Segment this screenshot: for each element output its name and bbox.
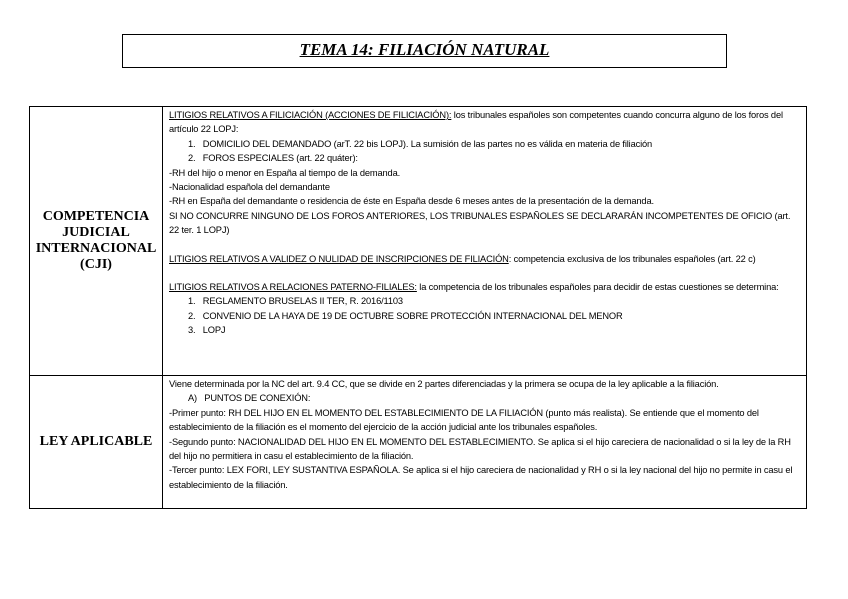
list-item: 2. FOROS ESPECIALES (art. 22 quáter): [188,153,358,164]
spacer [169,238,802,252]
list-item: 2. CONVENIO DE LA HAYA DE 19 DE OCTUBRE SOBRE PROTECCIÓN INTERNACIONAL DEL MENOR [188,310,623,321]
text-line: -Tercer punto: LEX FORI, LEY SUSTANTIVA ESPAÑOLA. Se aplica si el hijo careciera de nacionalidad y RH o si la ley nacional del hijo no permite in casu el establecimiento de la filiación. [169,465,793,490]
content-table [29,106,807,509]
section-heading: LITIGIOS RELATIVOS A RELACIONES PATERNO-FILIALES: [169,282,417,293]
table-row [30,376,807,509]
text-line: -RH en España del demandante o residencia de éste en España desde 6 meses antes de la presentación de la demanda. [169,196,654,207]
list-item: 1. REGLAMENTO BRUSELAS II TER, R. 2016/1103 [188,296,403,307]
row-label-ley: LEY APLICABLE [30,376,163,509]
table-row [30,107,807,376]
subheading: A) PUNTOS DE CONEXIÓN: [188,393,311,404]
section-text: : competencia exclusiva de los tribunales españoles (art. 22 c) [508,253,756,264]
section-heading: LITIGIOS RELATIVOS A FILICIACIÓN (ACCIONES DE FILICIACIÓN): [169,110,452,120]
paragraph [169,108,802,137]
title-box [122,34,727,68]
text-line: -Primer punto: RH DEL HIJO EN EL MOMENTO DEL ESTABLECIMIENTO DE LA FILIACIÓN (punto más realista). Se entiende que el momento del establecimiento de la filiación es el momento del ejercicio de la acción judicial ante los tribunales españoles. [169,407,759,433]
paragraph: Viene determinada por la NC del art. 9.4 CC, que se divide en 2 partes diferenciadas y la primera se ocupa de la ley aplicable a la filiación. [169,379,719,389]
row-content-cji [163,107,807,376]
paragraph [169,280,802,294]
paragraph [169,252,802,266]
list-item: 3. LOPJ [188,325,226,336]
section-text: los tribunales españoles son competentes cuando concurra alguno de los foros del artículo 22 LOPJ: [169,110,783,135]
row-label-cji: COMPETENCIA JUDICIAL INTERNACIONAL (CJI) [30,107,163,376]
list-item: 1. DOMICILIO DEL DEMANDADO (arT. 22 bis LOPJ). La sumisión de las partes no es válida en materia de filiación [188,138,653,149]
text-line: SI NO CONCURRE NINGUNO DE LOS FOROS ANTERIORES, LOS TRIBUNALES ESPAÑOLES SE DECLARARÁN INCOMPETENTES DE OFICIO (art. 22 ter. 1 LOPJ) [169,210,791,236]
section-heading: LITIGIOS RELATIVOS A VALIDEZ O NULIDAD DE INSCRIPCIONES DE FILIACIÓN [169,253,509,264]
section-text: la competencia de los tribunales españoles para decidir de estas cuestiones se determina: [416,282,779,293]
spacer [169,266,802,280]
text-line: -Nacionalidad española del demandante [169,182,330,193]
text-line: -Segundo punto: NACIONALIDAD DEL HIJO EN EL MOMENTO DEL ESTABLECIMIENTO. Se aplica si el hijo careciera de nacionalidad o si la ley de la RH del hijo no permitiera in casu el establecimiento de la filiación. [169,436,791,462]
row-content-ley [163,376,807,509]
text-line: -RH del hijo o menor en España al tiempo de la demanda. [169,167,401,178]
page-title: TEMA 14: FILIACIÓN NATURAL [299,40,550,59]
